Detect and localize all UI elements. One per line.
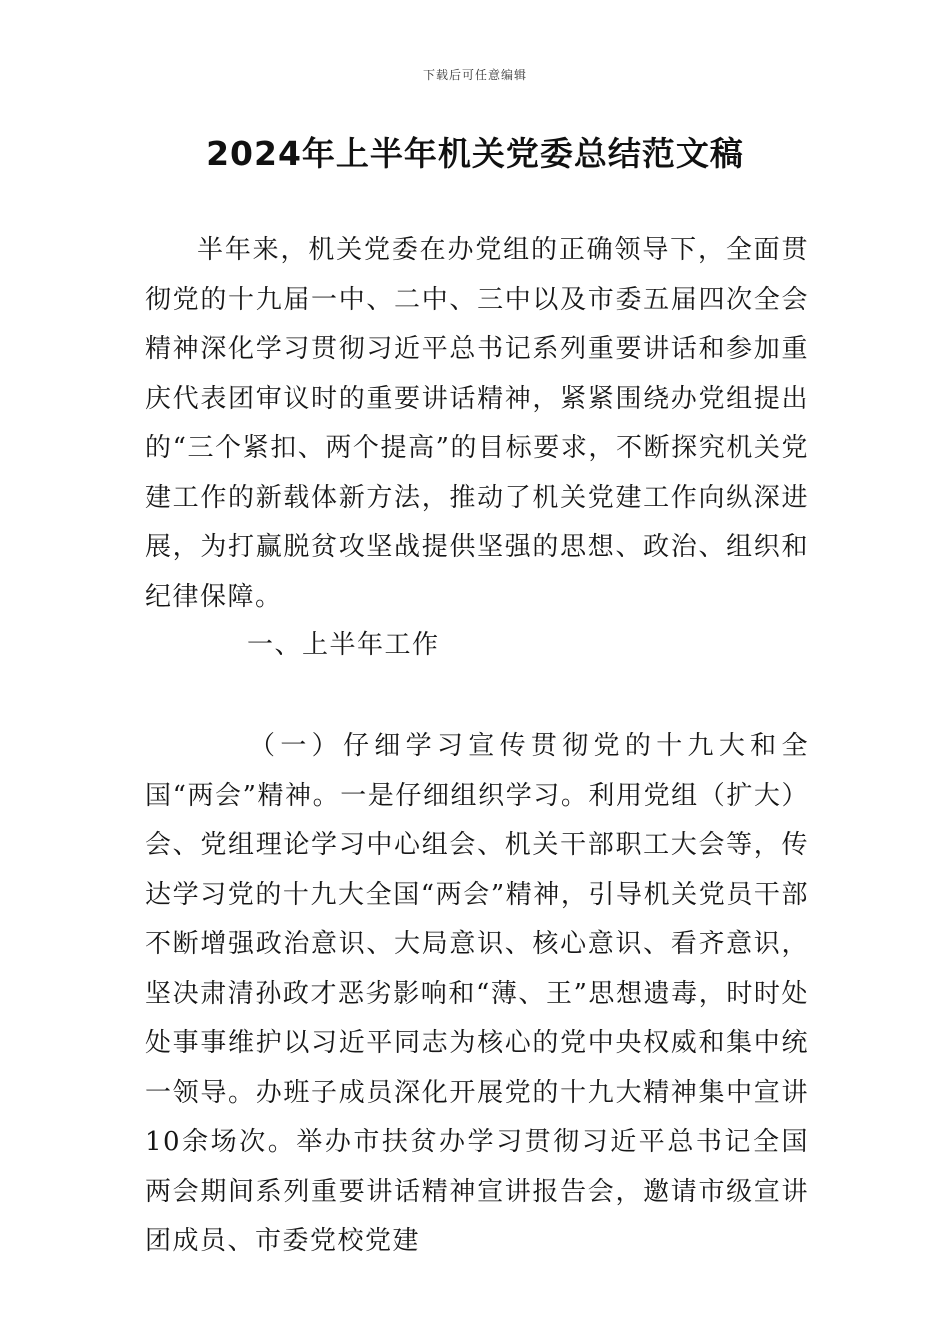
section-one-paragraph: （一）仔细学习宣传贯彻党的十九大和全国“两会”精神。一是仔细组织学习。利用党组（扩大）会、党组理论学习中心组会、机关干部职工大会等，传达学习党的十九大全国“两会”精神，引导机关党员干部不断增强政治意识、大局意识、核心意识、看齐意识，坚决肃清孙政才恶劣影响和“薄、王”思想遗毒，时时处处事事维护以习近平同志为核心的党中央权威和集中统一领导。办班子成员深化开展党的十九大精神集中宣讲10余场次。举办市扶贫办学习贯彻习近平总书记全国两会期间系列重要讲话精神宣讲报告会，邀请市级宣讲团成员、市委党校党建 [145, 731, 809, 1256]
intro-paragraph: 半年来，机关党委在办党组的正确领导下，全面贯彻党的十九届一中、二中、三中以及市委五届四次全会精神深化学习贯彻习近平总书记系列重要讲话和参加重庆代表团审议时的重要讲话精神，紧紧围绕办党组提出的“三个紧扣、两个提高”的目标要求，不断探究机关党建工作的新载体新方法，推动了机关党建工作向纵深进展，为打赢脱贫攻坚战提供坚强的思想、政治、组织和纪律保障。 [145, 235, 809, 612]
header-note: 下载后可任意编辑 [422, 68, 527, 82]
document-title: 2024年上半年机关党委总结范文稿 [206, 134, 744, 173]
section-heading: 一、上半年工作 [247, 630, 440, 660]
